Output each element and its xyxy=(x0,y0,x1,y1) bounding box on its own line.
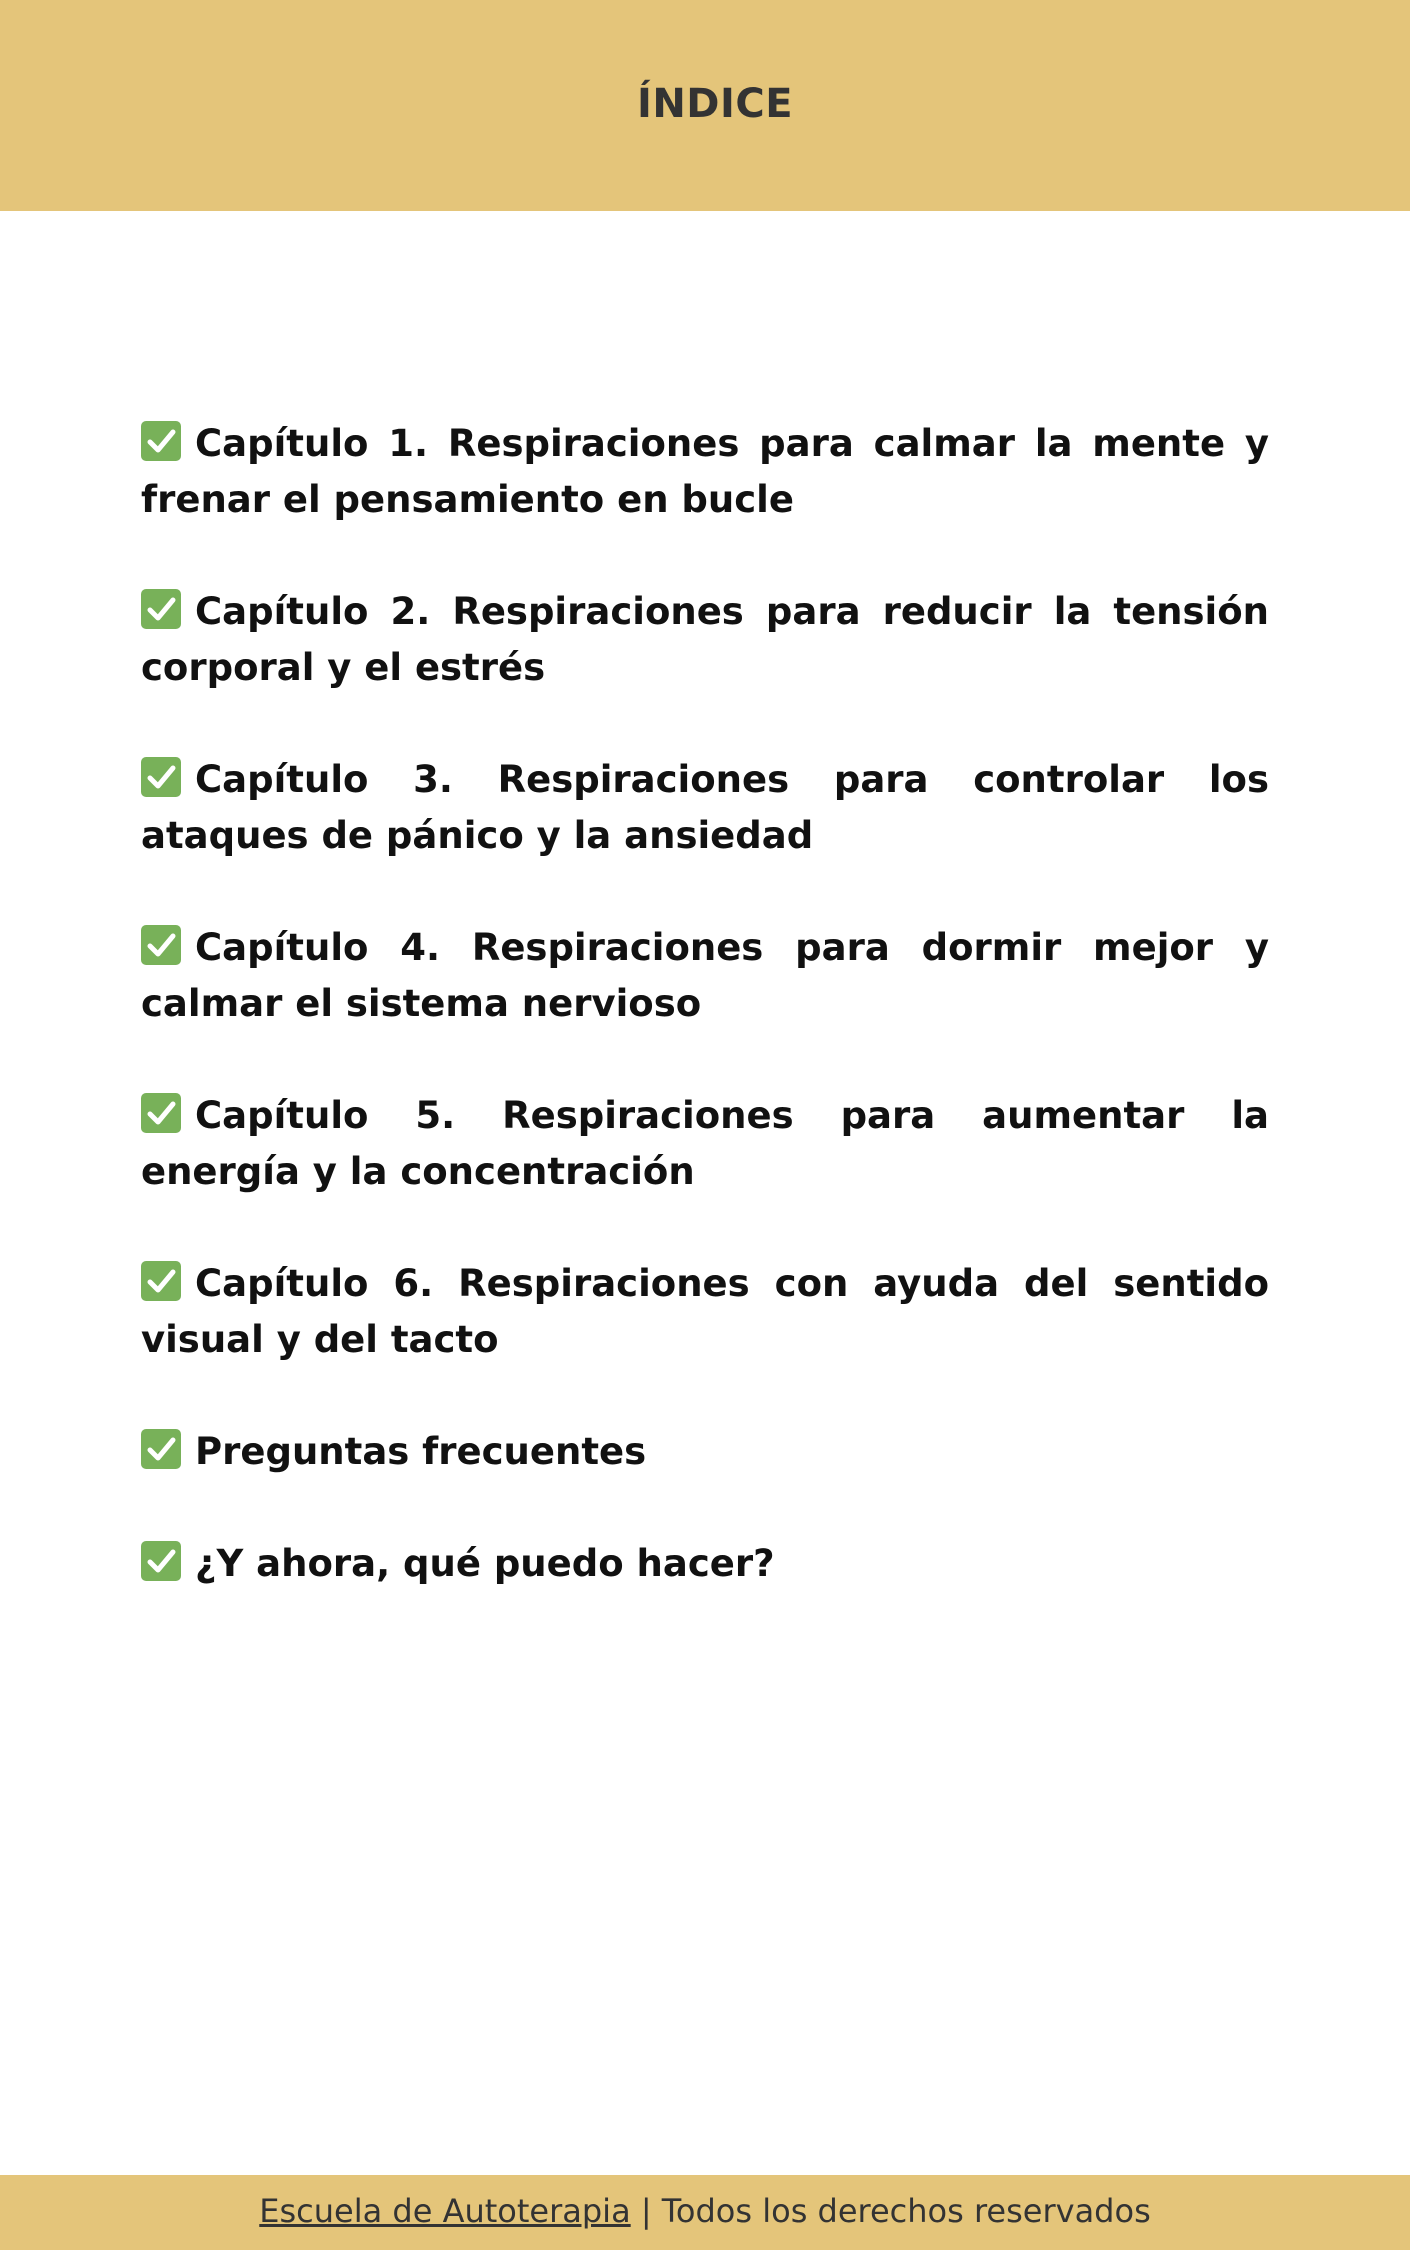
check-mark-icon xyxy=(141,1261,181,1301)
header-band xyxy=(0,0,1410,211)
school-link[interactable]: Escuela de Autoterapia xyxy=(259,2192,631,2230)
toc-item-label: Capítulo 1. Respiraciones para calmar la mente y frenar el pensamiento en bucle xyxy=(141,422,1269,521)
check-mark-icon xyxy=(141,589,181,629)
toc-item-chapter-6 xyxy=(141,1256,1269,1368)
check-mark-icon xyxy=(141,1429,181,1469)
toc-item-chapter-3 xyxy=(141,752,1269,864)
toc-item-chapter-1 xyxy=(141,416,1269,528)
check-mark-icon xyxy=(141,421,181,461)
check-mark-icon xyxy=(141,925,181,965)
toc-item-label: Capítulo 5. Respiraciones para aumentar la energía y la concentración xyxy=(141,1094,1269,1193)
check-mark-icon xyxy=(141,757,181,797)
toc-item-faq xyxy=(141,1424,1269,1480)
footer-separator: | xyxy=(640,2192,652,2230)
page-title: ÍNDICE xyxy=(636,81,794,127)
table-of-contents xyxy=(141,416,1269,1648)
toc-item-label: Preguntas frecuentes xyxy=(195,1430,647,1473)
toc-item-chapter-4 xyxy=(141,920,1269,1032)
toc-item-label: Capítulo 2. Respiraciones para reducir la tensión corporal y el estrés xyxy=(141,590,1269,689)
toc-item-label: Capítulo 6. Respiraciones con ayuda del sentido visual y del tacto xyxy=(141,1262,1269,1361)
toc-item-label: Capítulo 4. Respiraciones para dormir mejor y calmar el sistema nervioso xyxy=(141,926,1269,1025)
rights-text: Todos los derechos reservados xyxy=(661,2192,1151,2230)
toc-item-next-steps xyxy=(141,1536,1269,1592)
footer-text xyxy=(0,2191,1410,2231)
toc-item-label: Capítulo 3. Respiraciones para controlar los ataques de pánico y la ansiedad xyxy=(141,758,1269,857)
toc-item-chapter-2 xyxy=(141,584,1269,696)
toc-item-chapter-5 xyxy=(141,1088,1269,1200)
check-mark-icon xyxy=(141,1541,181,1581)
check-mark-icon xyxy=(141,1093,181,1133)
toc-item-label: ¿Y ahora, qué puedo hacer? xyxy=(195,1542,775,1585)
footer-band xyxy=(0,2175,1410,2250)
